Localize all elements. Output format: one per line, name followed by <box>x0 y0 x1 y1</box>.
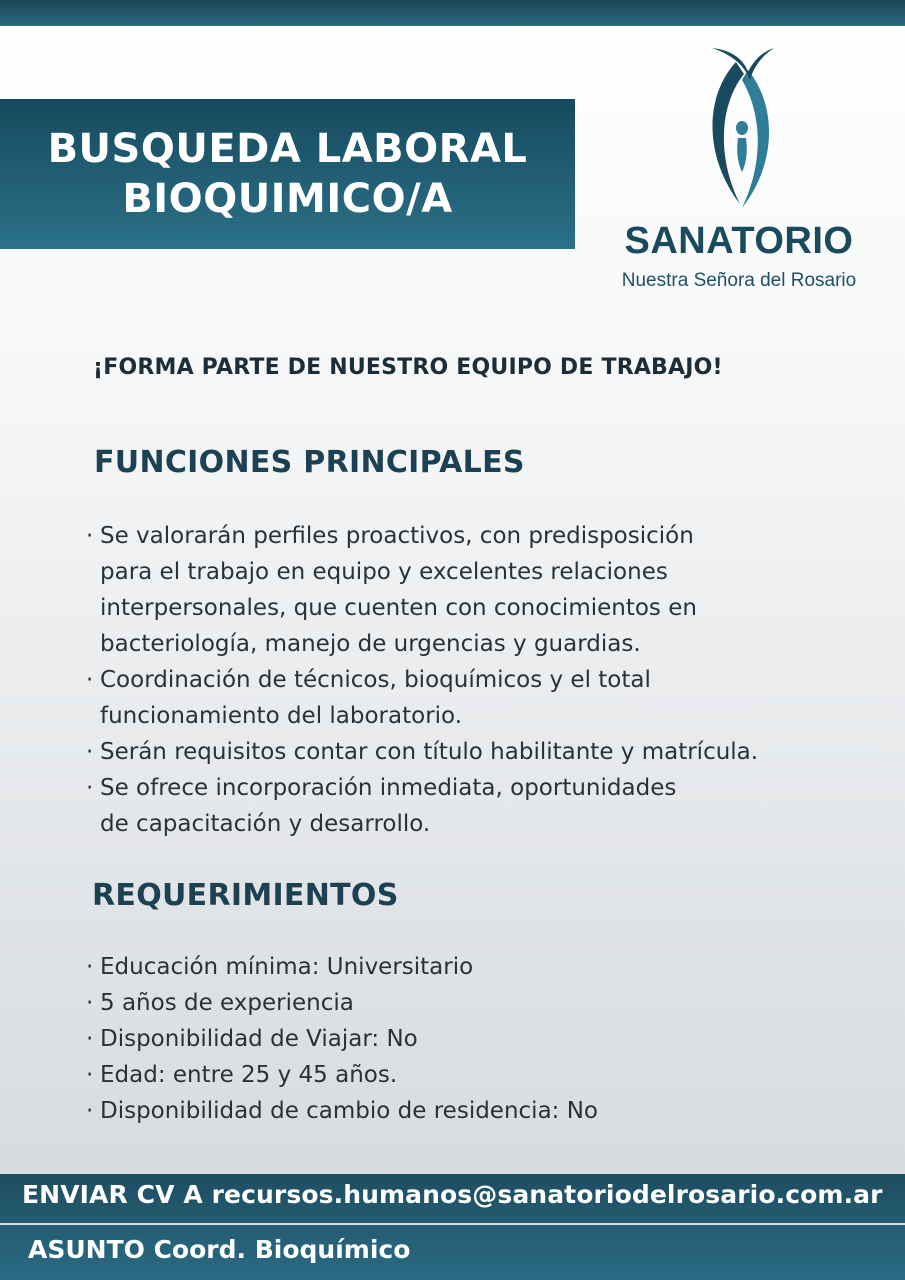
footer-divider <box>0 1223 905 1225</box>
bullet: · <box>86 1098 94 1124</box>
slogan: ¡FORMA PARTE DE NUESTRO EQUIPO DE TRABAJO! <box>93 355 723 380</box>
title-box <box>0 99 575 249</box>
bullet: · <box>86 775 94 801</box>
requerimiento-item <box>86 1093 846 1129</box>
send-cv-label: ENVIAR CV A <box>22 1180 203 1209</box>
funcion-line: bacteriología, manejo de urgencias y guardias. <box>100 631 641 657</box>
requerimiento-text: Educación mínima: Universitario <box>100 954 474 980</box>
section-title-funciones: FUNCIONES PRINCIPALES <box>94 445 525 480</box>
bullet: · <box>86 954 94 980</box>
asunto-line: ASUNTO Coord. Bioquímico <box>28 1235 411 1264</box>
top-bar <box>0 0 905 26</box>
bullet: · <box>86 523 94 549</box>
bullet: · <box>86 667 94 693</box>
funciones-list <box>86 518 886 842</box>
requerimiento-text: 5 años de experiencia <box>100 990 354 1016</box>
funcion-item <box>86 518 886 662</box>
bullet: · <box>86 1062 94 1088</box>
funcion-line: Serán requisitos contar con título habilitante y matrícula. <box>100 739 759 765</box>
funcion-item <box>86 770 886 842</box>
sanatorio-logo <box>606 40 876 300</box>
section-title-requerimientos: REQUERIMIENTOS <box>92 878 399 913</box>
page-title-line-2: BIOQUIMICO/A <box>122 176 453 222</box>
requerimientos-list <box>86 949 846 1129</box>
requerimiento-text: Disponibilidad de Viajar: No <box>100 1026 418 1052</box>
bullet: · <box>86 1026 94 1052</box>
funcion-item <box>86 662 886 734</box>
logo-name: SANATORIO <box>624 220 854 262</box>
email-link[interactable]: recursos.humanos@sanatoriodelrosario.com.ar <box>211 1180 883 1209</box>
requerimiento-item <box>86 1057 846 1093</box>
requerimiento-text: Disponibilidad de cambio de residencia: No <box>100 1098 599 1124</box>
funcion-line: funcionamiento del laboratorio. <box>100 703 463 729</box>
send-cv-line <box>22 1180 883 1209</box>
funcion-item <box>86 734 886 770</box>
requerimiento-item <box>86 949 846 985</box>
funcion-line: para el trabajo en equipo y excelentes relaciones <box>100 559 668 585</box>
page-title-line-1: BUSQUEDA LABORAL <box>47 126 528 172</box>
funcion-line: interpersonales, que cuenten con conocimientos en <box>100 595 697 621</box>
funcion-line: de capacitación y desarrollo. <box>100 811 431 837</box>
requerimiento-item <box>86 1021 846 1057</box>
logo-mark-icon <box>702 44 782 212</box>
bullet: · <box>86 990 94 1016</box>
funcion-line: Se ofrece incorporación inmediata, oportunidades <box>100 775 677 801</box>
bullet: · <box>86 739 94 765</box>
funcion-line: Coordinación de técnicos, bioquímicos y el total <box>100 667 651 693</box>
logo-subtitle: Nuestra Señora del Rosario <box>621 270 857 291</box>
funcion-line: Se valorarán perfiles proactivos, con predisposición <box>100 523 694 549</box>
requerimiento-item <box>86 985 846 1021</box>
requerimiento-text: Edad: entre 25 y 45 años. <box>100 1062 398 1088</box>
